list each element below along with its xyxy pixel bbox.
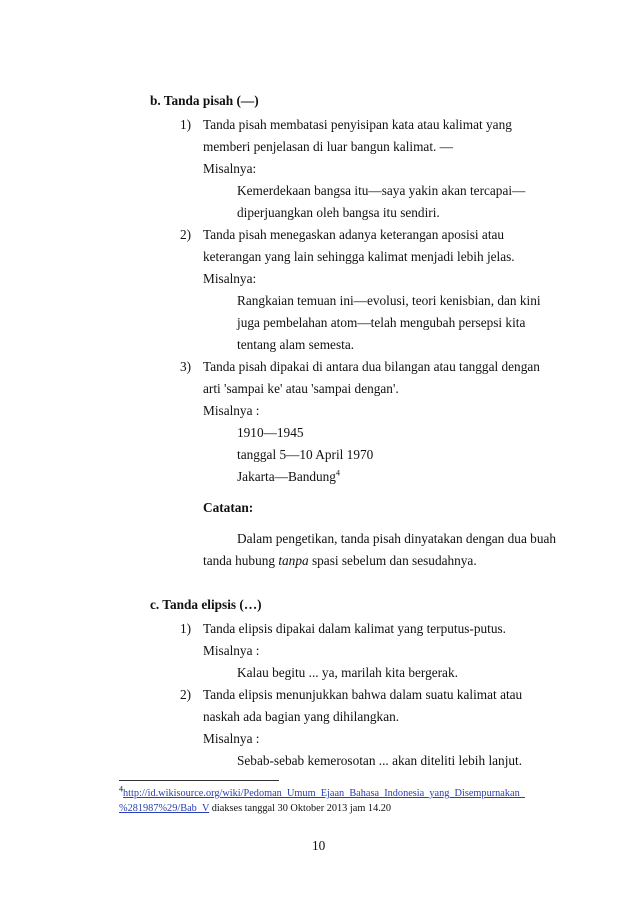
example-line: diperjuangkan oleh bangsa itu sendiri. bbox=[237, 205, 440, 220]
list-number: 1) bbox=[180, 621, 192, 636]
note-label: Catatan: bbox=[203, 500, 254, 515]
footnote-access-text: diakses tanggal 30 Oktober 2013 jam 14.20 bbox=[209, 803, 392, 814]
item-text-line: naskah ada bagian yang dihilangkan. bbox=[203, 709, 400, 724]
item-text-line: memberi penjelasan di luar bangun kalimat. — bbox=[203, 139, 453, 154]
example-label: Misalnya : bbox=[203, 731, 260, 746]
item-text-line: Tanda pisah membatasi penyisipan kata atau kalimat yang bbox=[203, 117, 512, 132]
footnote-link-continued[interactable]: %281987%29/Bab_V bbox=[119, 803, 210, 814]
example-line: Kalau begitu ... ya, marilah kita bergerak. bbox=[237, 665, 458, 680]
note-text: spasi sebelum dan sesudahnya. bbox=[308, 553, 477, 568]
example-line: Rangkaian temuan ini—evolusi, teori kenisbian, dan kini bbox=[237, 293, 541, 308]
example-line: juga pembelahan atom—telah mengubah persepsi kita bbox=[237, 315, 526, 330]
footnote-line bbox=[119, 802, 391, 815]
note-text: tanda hubung bbox=[203, 553, 279, 568]
footnote-link[interactable]: http://id.wikisource.org/wiki/Pedoman_Umum_Ejaan_Bahasa_Indonesia_yang_Disempurnakan_ bbox=[123, 788, 525, 799]
footnote-separator bbox=[119, 780, 279, 781]
example-label: Misalnya: bbox=[203, 161, 257, 176]
footnote-line bbox=[119, 784, 525, 800]
footnote-reference[interactable]: 4 bbox=[335, 468, 340, 478]
list-number: 1) bbox=[180, 117, 192, 132]
note-text-line bbox=[203, 553, 477, 569]
example-line: tentang alam semesta. bbox=[237, 337, 355, 352]
item-text-line: Tanda elipsis dipakai dalam kalimat yang terputus-putus. bbox=[203, 621, 506, 636]
page-number: 10 bbox=[312, 838, 326, 853]
item-text-line: keterangan yang lain sehingga kalimat menjadi lebih jelas. bbox=[203, 249, 515, 264]
example-line: tanggal 5—10 April 1970 bbox=[237, 447, 374, 462]
item-text-line: Tanda elipsis menunjukkan bahwa dalam suatu kalimat atau bbox=[203, 687, 523, 702]
footnote-mark: 4 bbox=[119, 784, 123, 794]
example-label: Misalnya: bbox=[203, 271, 257, 286]
list-number: 2) bbox=[180, 687, 192, 702]
example-line bbox=[237, 469, 340, 485]
note-italic-word: tanpa bbox=[278, 553, 309, 568]
item-text-line: arti 'sampai ke' atau 'sampai dengan'. bbox=[203, 381, 399, 396]
note-text-line: Dalam pengetikan, tanda pisah dinyatakan dengan dua buah bbox=[237, 531, 557, 546]
item-text-line: Tanda pisah menegaskan adanya keterangan aposisi atau bbox=[203, 227, 505, 242]
example-label: Misalnya : bbox=[203, 643, 260, 658]
list-number: 3) bbox=[180, 359, 192, 374]
example-line: Sebab-sebab kemerosotan ... akan diteliti lebih lanjut. bbox=[237, 753, 523, 768]
example-line: Kemerdekaan bangsa itu—saya yakin akan tercapai— bbox=[237, 183, 526, 198]
section-c-heading: c. Tanda elipsis (…) bbox=[150, 597, 262, 612]
example-label: Misalnya : bbox=[203, 403, 260, 418]
example-text: Jakarta—Bandung bbox=[237, 469, 336, 484]
list-number: 2) bbox=[180, 227, 192, 242]
item-text-line: Tanda pisah dipakai di antara dua bilangan atau tanggal dengan bbox=[203, 359, 540, 374]
example-line: 1910—1945 bbox=[237, 425, 304, 440]
section-b-heading: b. Tanda pisah (—) bbox=[150, 93, 259, 108]
